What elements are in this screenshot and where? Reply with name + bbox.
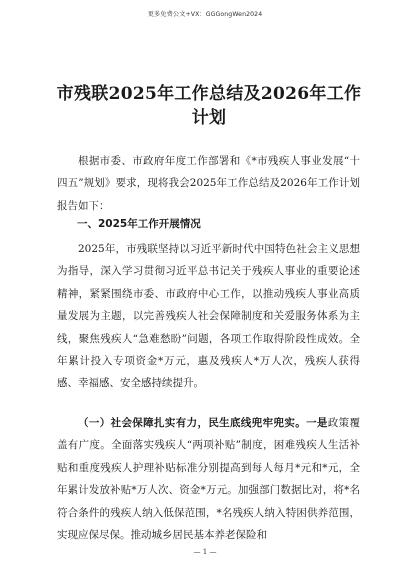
point-lead: 一是 — [306, 417, 328, 429]
header-note: 更多免费公文+VX：GGGongWen2024 — [147, 11, 263, 18]
page-title: 市残联2025年工作总结及2026年工作计划 — [56, 84, 362, 128]
section-heading: 一、2025年工作开展情况 — [77, 218, 201, 230]
paragraph-overview: 2025年，市残联坚持以习近平新时代中国特色社会主义思想为指导，深入学习贯彻习近平总书记关于残疾人事业的重要论述精神，紧紧围绕市委、市政府中心工作，以推动残疾人事业高质量发展为主题，以完善残疾人社会保障制度和关爱服务体系为主线，聚焦残疾人“急难愁盼”问题，各项工作取得阶段性成效。全年累计投入专项资金*万元，惠及残疾人*万人次，残疾人获得感、幸福感、安全感持续提升。 — [57, 243, 360, 390]
subsection-text: 政策覆盖有广度。全面落实残疾人“两项补贴”制度，困难残疾人生活补贴和重度残疾人护理补贴标准分别提高到每人每月*元和*元，全年累计发放补贴*万人次、资金*万元。加强部门数据比对，将*名符合条件的残疾人纳入低保范围，*名残疾人纳入特困供养范围，实现应保尽保。推动城乡居民基本养老保险和 — [57, 417, 361, 542]
paragraph-social-security — [57, 412, 360, 546]
page-number: — 1 — — [193, 548, 217, 556]
subsection-heading: （一）社会保障扎实有力，民生底线兜牢兜实。 — [78, 417, 307, 429]
intro-paragraph: 根据市委、市政府年度工作部署和《*市残疾人事业发展“十四五”规划》要求，现将我会2025年工作总结及2026年工作计划报告如下： — [57, 155, 360, 212]
